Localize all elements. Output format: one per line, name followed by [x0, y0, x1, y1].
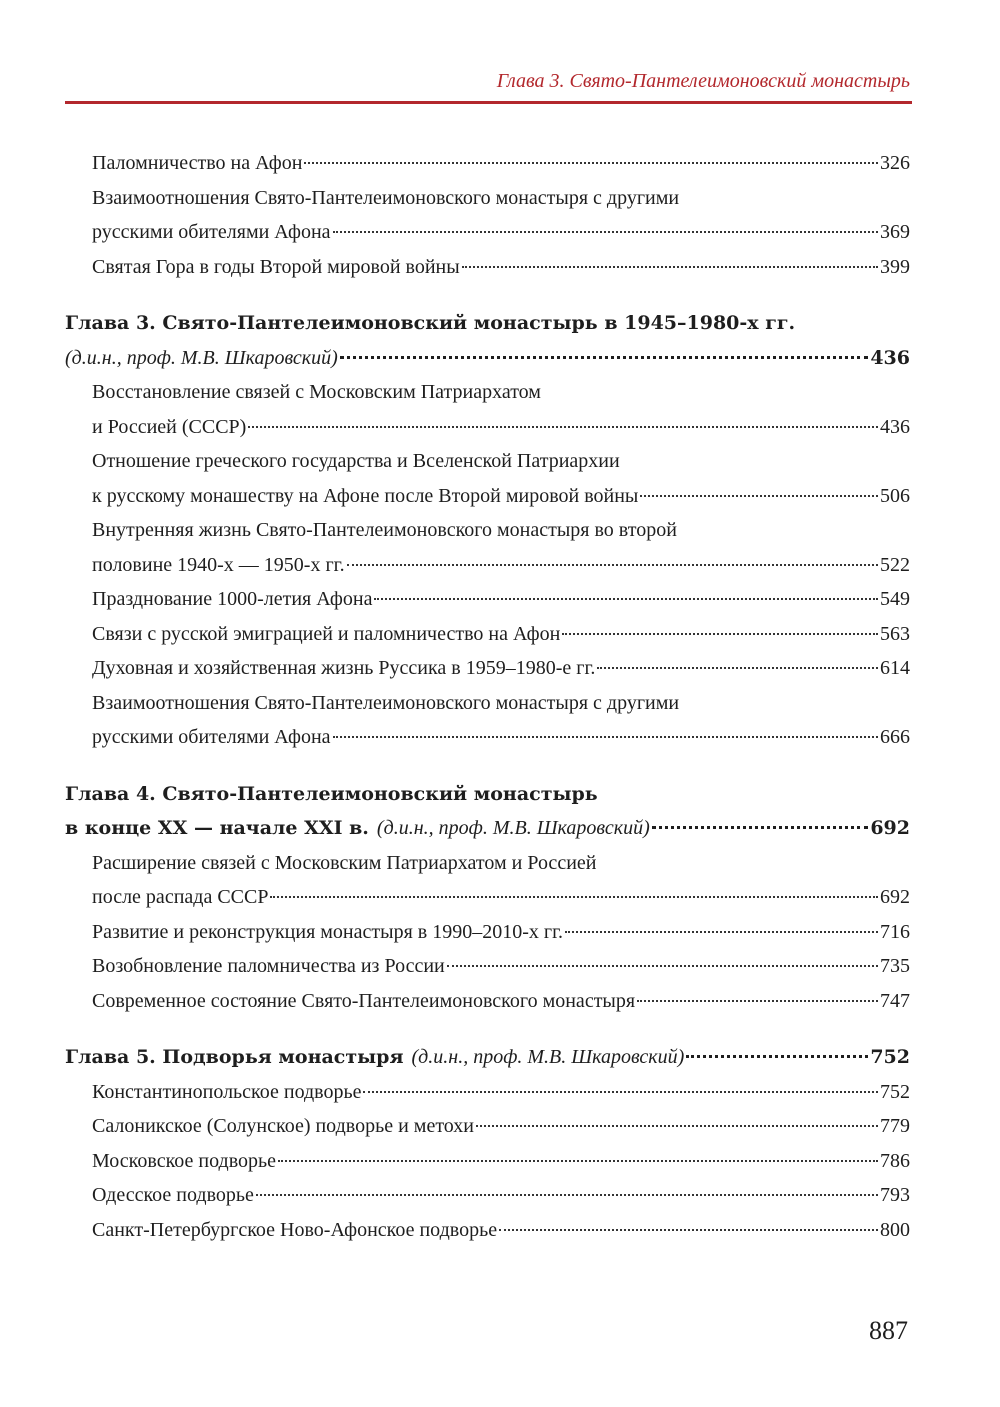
- chapter-3-heading[interactable]: [65, 347, 910, 382]
- dot-leader: [447, 965, 878, 967]
- page-ref: 369: [880, 221, 910, 243]
- dot-leader: [499, 1229, 878, 1231]
- dot-leader: [597, 667, 878, 669]
- page-ref: 326: [880, 152, 910, 174]
- dot-leader: [652, 826, 869, 829]
- dot-leader: [304, 162, 878, 164]
- dot-leader: [640, 495, 878, 497]
- page-ref: 735: [880, 955, 910, 977]
- dot-leader: [256, 1194, 878, 1196]
- toc-entry[interactable]: Константинопольское подворье 752: [92, 1080, 910, 1103]
- dot-leader: [462, 266, 878, 268]
- toc-entry[interactable]: и Россией (СССР) 436: [92, 415, 910, 438]
- dot-leader: [686, 1055, 868, 1058]
- toc-entry[interactable]: половине 1940-х — 1950-х гг. 522: [92, 553, 910, 576]
- dot-leader: [278, 1160, 878, 1162]
- page-ref: 522: [880, 553, 910, 576]
- chapter-author: (д.и.н., проф. М.В. Шкаровский): [376, 817, 650, 839]
- page-ref: 399: [880, 255, 910, 278]
- toc-entry[interactable]: Современное состояние Свято-Пантелеимоновского монастыря 747: [92, 989, 910, 1012]
- dot-leader: [363, 1091, 878, 1093]
- toc-entry[interactable]: Взаимоотношения Свято-Пантелеимоновского монастыря с другими: [92, 186, 680, 209]
- dot-leader: [270, 896, 878, 898]
- toc-entry[interactable]: Духовная и хозяйственная жизнь Руссика в 1959–1980-е гг. 614: [92, 657, 910, 679]
- page-ref: 752: [880, 1080, 910, 1103]
- dot-leader: [565, 931, 878, 933]
- header-rule: [65, 101, 912, 104]
- toc-entry[interactable]: Расширение связей с Московским Патриархатом и Россией: [92, 851, 597, 874]
- dot-leader: [248, 426, 878, 428]
- dot-leader: [347, 564, 878, 566]
- page-ref: 779: [880, 1115, 910, 1137]
- page-ref: 747: [880, 989, 910, 1012]
- page-ref: 436: [880, 415, 910, 438]
- page-ref: 800: [880, 1218, 910, 1241]
- page-ref: 716: [880, 920, 910, 943]
- page-ref: 549: [880, 588, 910, 610]
- toc-entry[interactable]: Санкт-Петербургское Ново-Афонское подворье 800: [92, 1218, 910, 1241]
- running-head: Глава 3. Свято-Пантелеимоновский монастырь: [496, 70, 910, 92]
- chapter-author: (д.и.н., проф. М.В. Шкаровский): [411, 1046, 685, 1068]
- page-ref: 692: [880, 886, 910, 908]
- table-of-contents: [65, 152, 910, 1253]
- toc-entry[interactable]: Взаимоотношения Свято-Пантелеимоновского монастыря с другими: [92, 691, 680, 714]
- toc-entry[interactable]: Восстановление связей с Московским Патриархатом: [92, 381, 541, 403]
- chapter-author: (д.и.н., проф. М.В. Шкаровский): [65, 346, 338, 369]
- toc-entry[interactable]: после распада СССР 692: [92, 886, 910, 908]
- page-ref: 752: [870, 1046, 910, 1068]
- toc-entry[interactable]: Возобновление паломничества из России 735: [92, 955, 910, 977]
- toc-entry[interactable]: Празднование 1000-летия Афона 549: [92, 588, 910, 610]
- dot-leader: [374, 598, 878, 600]
- dot-leader: [340, 356, 869, 359]
- toc-entry[interactable]: русскими обителями Афона 666: [92, 726, 910, 748]
- toc-entry[interactable]: Салоникское (Солунское) подворье и метохи 779: [92, 1115, 910, 1137]
- page-ref: 666: [880, 726, 910, 748]
- page-ref: 786: [880, 1149, 910, 1172]
- toc-entry[interactable]: Паломничество на Афон 326: [92, 152, 910, 174]
- toc-entry[interactable]: Святая Гора в годы Второй мировой войны 399: [92, 255, 910, 278]
- page-ref: 793: [880, 1184, 910, 1206]
- toc-entry[interactable]: к русскому монашеству на Афоне после Второй мировой войны 506: [92, 484, 910, 507]
- page-number: 887: [869, 1316, 908, 1345]
- page-ref: 563: [880, 622, 910, 645]
- chapter-3-heading[interactable]: Глава 3. Свято-Пантелеимоновский монастырь в 1945–1980-х гг.: [65, 312, 796, 334]
- dot-leader: [476, 1125, 878, 1127]
- toc-entry[interactable]: русскими обителями Афона 369: [92, 221, 910, 243]
- toc-entry[interactable]: Отношение греческого государства и Вселенской Патриархии: [92, 450, 620, 472]
- dot-leader: [333, 231, 878, 233]
- dot-leader: [562, 633, 878, 635]
- toc-entry[interactable]: Одесское подворье 793: [92, 1184, 910, 1206]
- dot-leader: [333, 736, 878, 738]
- toc-entry[interactable]: Развитие и реконструкция монастыря в 1990–2010-х гг. 716: [92, 920, 910, 943]
- toc-entry[interactable]: Внутренняя жизнь Свято-Пантелеимоновского монастыря во второй: [92, 519, 677, 541]
- toc-entry[interactable]: Связи с русской эмиграцией и паломничество на Афон 563: [92, 622, 910, 645]
- chapter-5-heading[interactable]: Глава 5. Подворья монастыря (д.и.н., проф. М.В. Шкаровский) 752: [65, 1046, 910, 1068]
- chapter-4-heading[interactable]: Глава 4. Свято-Пантелеимоновский монастырь: [65, 782, 598, 805]
- page-ref: 436: [870, 346, 910, 369]
- page-ref: 692: [870, 817, 910, 839]
- page-ref: 506: [880, 484, 910, 507]
- page-ref: 614: [880, 657, 910, 679]
- dot-leader: [637, 1000, 878, 1002]
- toc-entry[interactable]: Московское подворье 786: [92, 1149, 910, 1172]
- chapter-4-heading[interactable]: в конце XX — начале XXI в. (д.и.н., проф. М.В. Шкаровский) 692: [65, 817, 910, 839]
